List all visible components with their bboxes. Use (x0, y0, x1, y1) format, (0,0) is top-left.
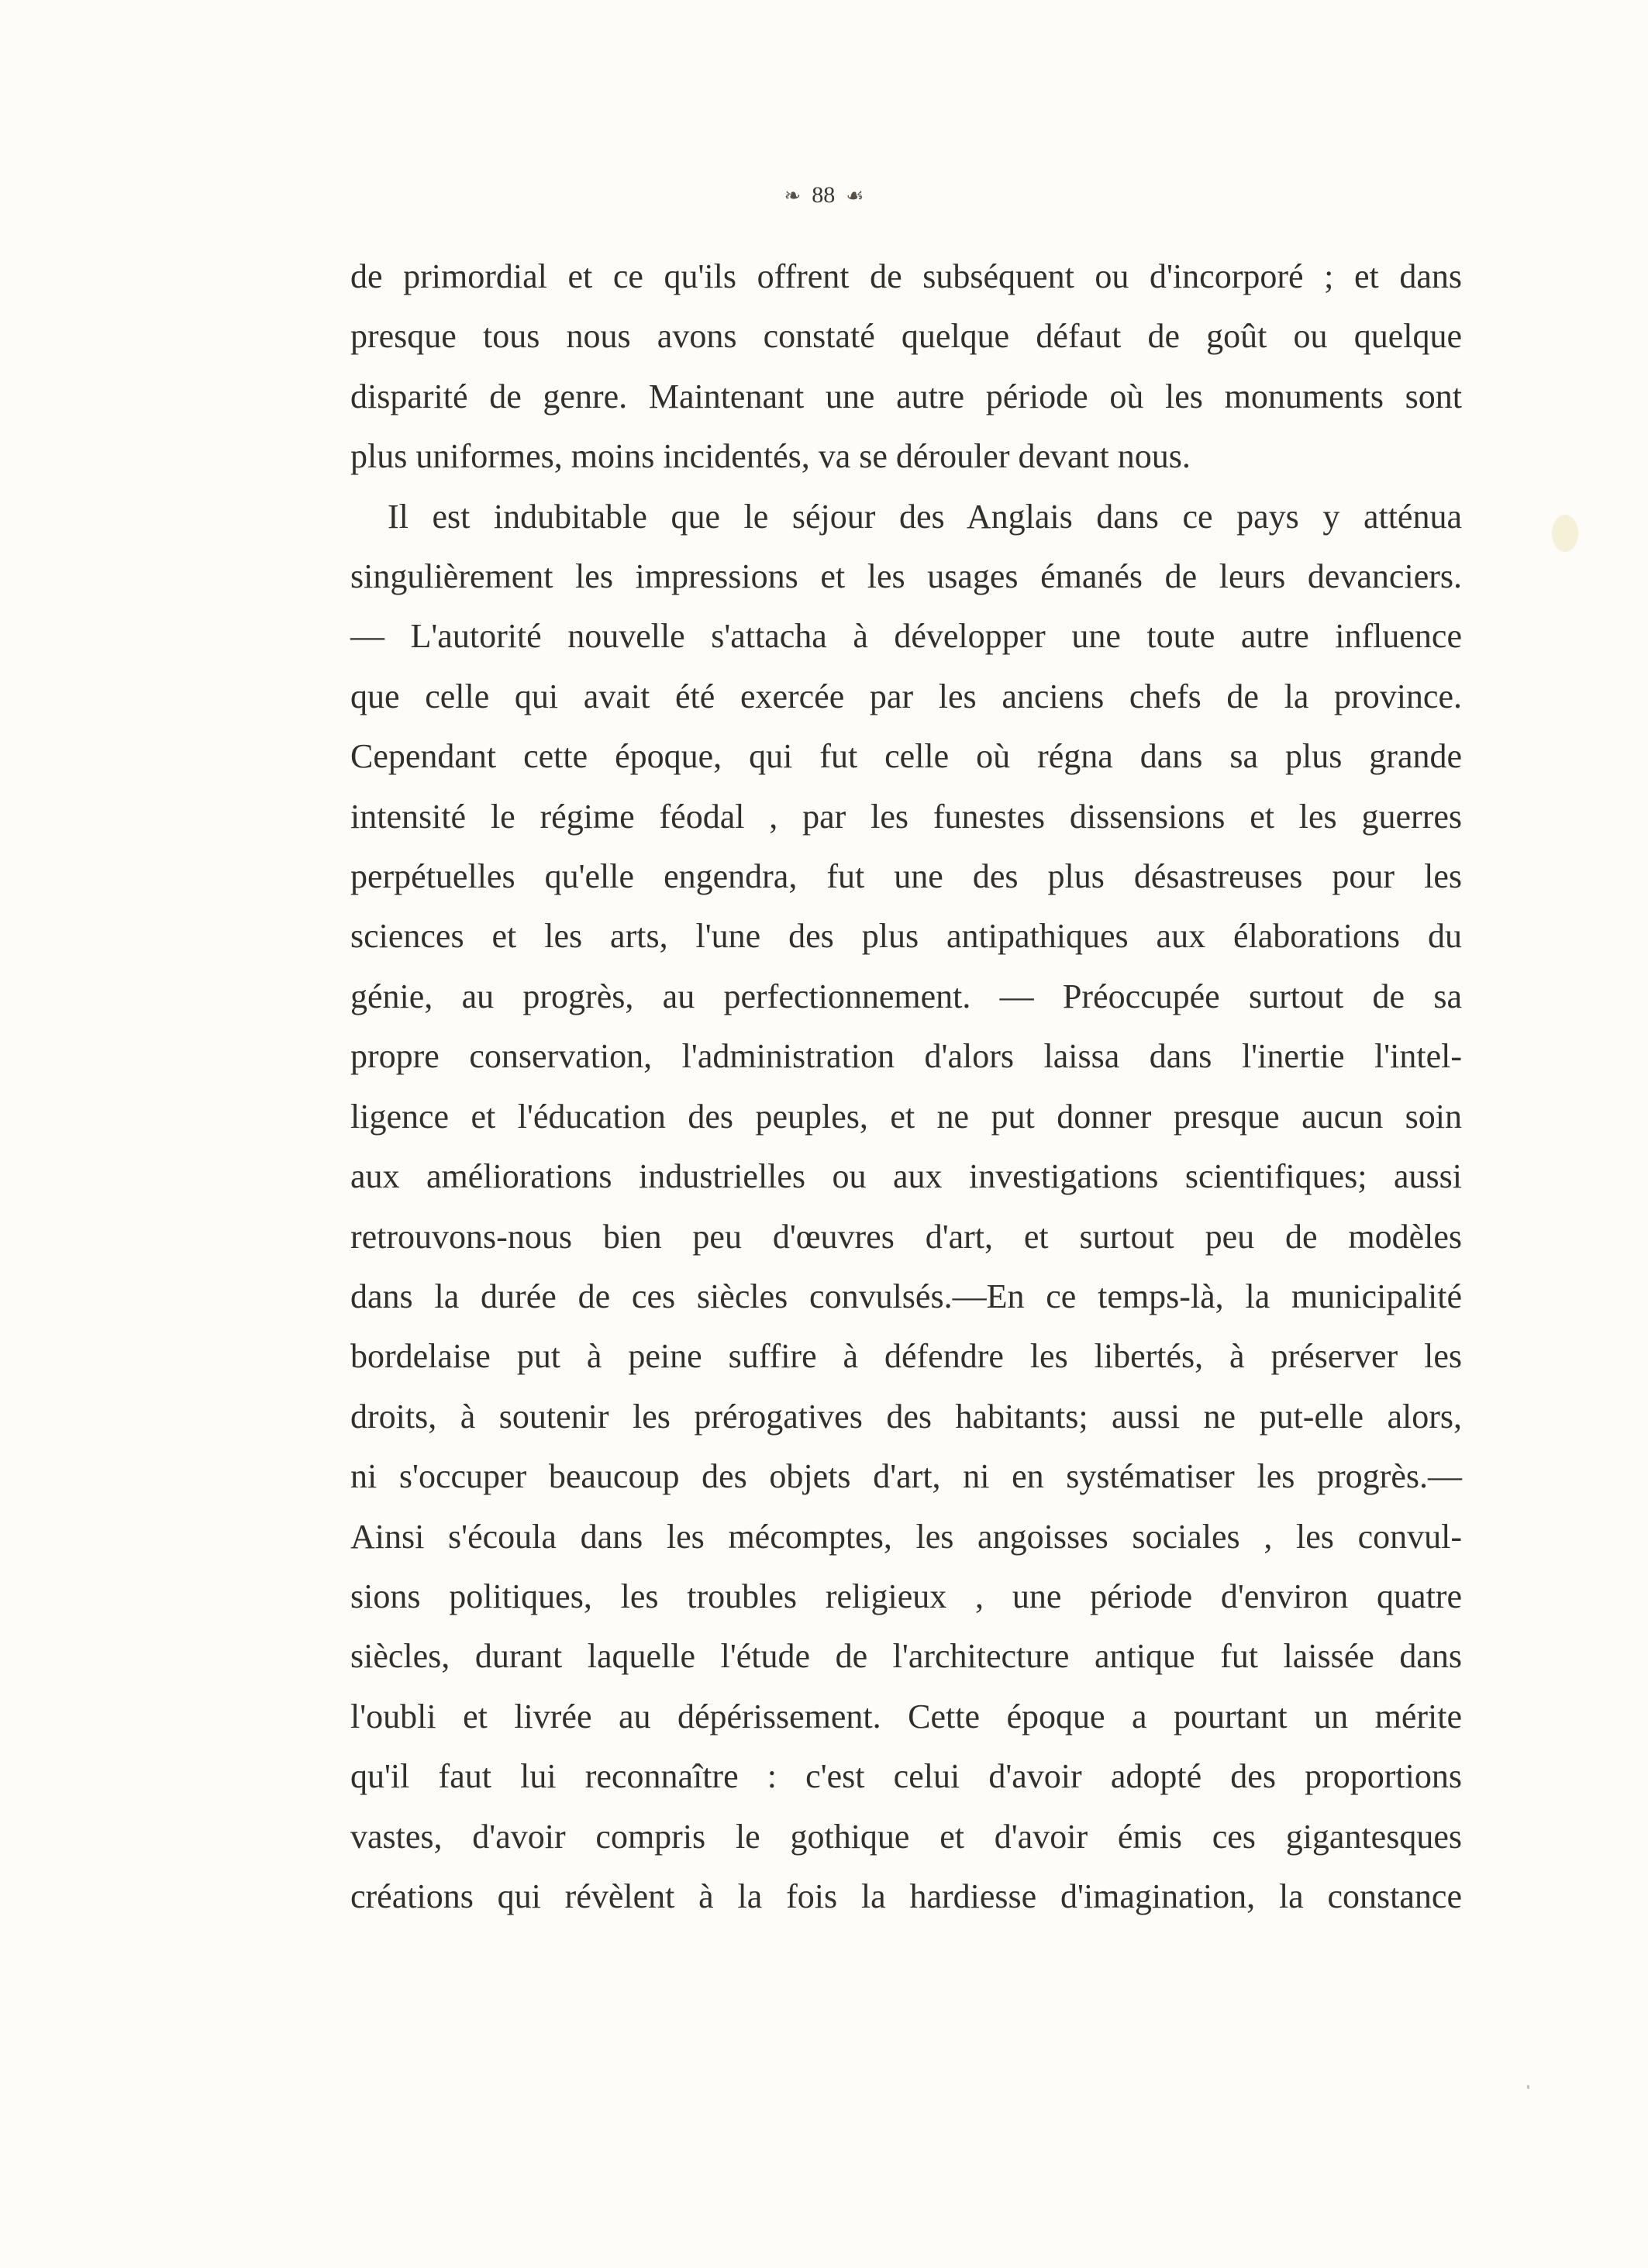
text-line: Ainsi s'écoula dans les mécomptes, les angoisses sociales , les convul- (350, 1517, 1462, 1556)
text-line: qu'il faut lui reconnaître : c'est celui d'avoir adopté des proportions (350, 1757, 1462, 1796)
text-line: plus uniformes, moins incidentés, va se dérouler devant nous. (350, 437, 1191, 476)
text-line: siècles, durant laquelle l'étude de l'architecture antique fut laissée dans (350, 1637, 1462, 1676)
page-number: 88 (812, 182, 836, 208)
text-line: ni s'occuper beaucoup des objets d'art, ni en systématiser les progrès.— (350, 1457, 1462, 1496)
text-line: vastes, d'avoir compris le gothique et d'avoir émis ces gigantesques (350, 1817, 1462, 1856)
text-line: retrouvons-nous bien peu d'œuvres d'art, et surtout peu de modèles (350, 1217, 1462, 1256)
paper-speck (1527, 2085, 1529, 2089)
text-line: l'oubli et livrée au dépérissement. Cette époque a pourtant un mérite (350, 1697, 1462, 1735)
text-line: perpétuelles qu'elle engendra, fut une des plus désastreuses pour les (350, 857, 1462, 896)
text-line: créations qui révèlent à la fois la hardiesse d'imagination, la constance (350, 1877, 1462, 1915)
text-line: Cependant cette époque, qui fut celle où régna dans sa plus grande (350, 737, 1462, 776)
text-line: presque tous nous avons constaté quelque défaut de goût ou quelque (350, 317, 1462, 356)
text-line: de primordial et ce qu'ils offrent de subséquent ou d'incorporé ; et dans (350, 257, 1462, 295)
ornament-right-icon: ☙ (846, 184, 864, 207)
text-line: ligence et l'éducation des peuples, et ne put donner presque aucun soin (350, 1097, 1462, 1136)
text-line: disparité de genre. Maintenant une autre période où les monuments sont (350, 377, 1462, 415)
text-line: sciences et les arts, l'une des plus antipathiques aux élaborations du (350, 917, 1462, 956)
text-line: singulièrement les impressions et les usages émanés de leurs devanciers. (350, 557, 1462, 596)
text-line: intensité le régime féodal , par les funestes dissensions et les guerres (350, 797, 1462, 836)
page-header (0, 180, 1648, 212)
paper-stain (1552, 515, 1578, 552)
text-line: propre conservation, l'administration d'alors laissa dans l'inertie l'intel- (350, 1037, 1462, 1076)
text-line: — L'autorité nouvelle s'attacha à développer une toute autre influence (350, 617, 1462, 656)
text-line: Il est indubitable que le séjour des Anglais dans ce pays y atténua (388, 497, 1462, 536)
text-line: sions politiques, les troubles religieux , une période d'environ quatre (350, 1577, 1462, 1615)
text-line: droits, à soutenir les prérogatives des habitants; aussi ne put-elle alors, (350, 1397, 1462, 1436)
text-line: bordelaise put à peine suffire à défendre les libertés, à préserver les (350, 1337, 1462, 1376)
text-line: génie, au progrès, au perfectionnement. — Préoccupée surtout de sa (350, 977, 1462, 1015)
text-line: que celle qui avait été exercée par les anciens chefs de la province. (350, 677, 1462, 715)
body-text (350, 246, 1462, 1926)
ornament-left-icon: ❧ (784, 184, 802, 207)
text-line: dans la durée de ces siècles convulsés.—En ce temps-là, la municipalité (350, 1277, 1462, 1315)
text-line: aux améliorations industrielles ou aux investigations scientifiques; aussi (350, 1157, 1462, 1196)
